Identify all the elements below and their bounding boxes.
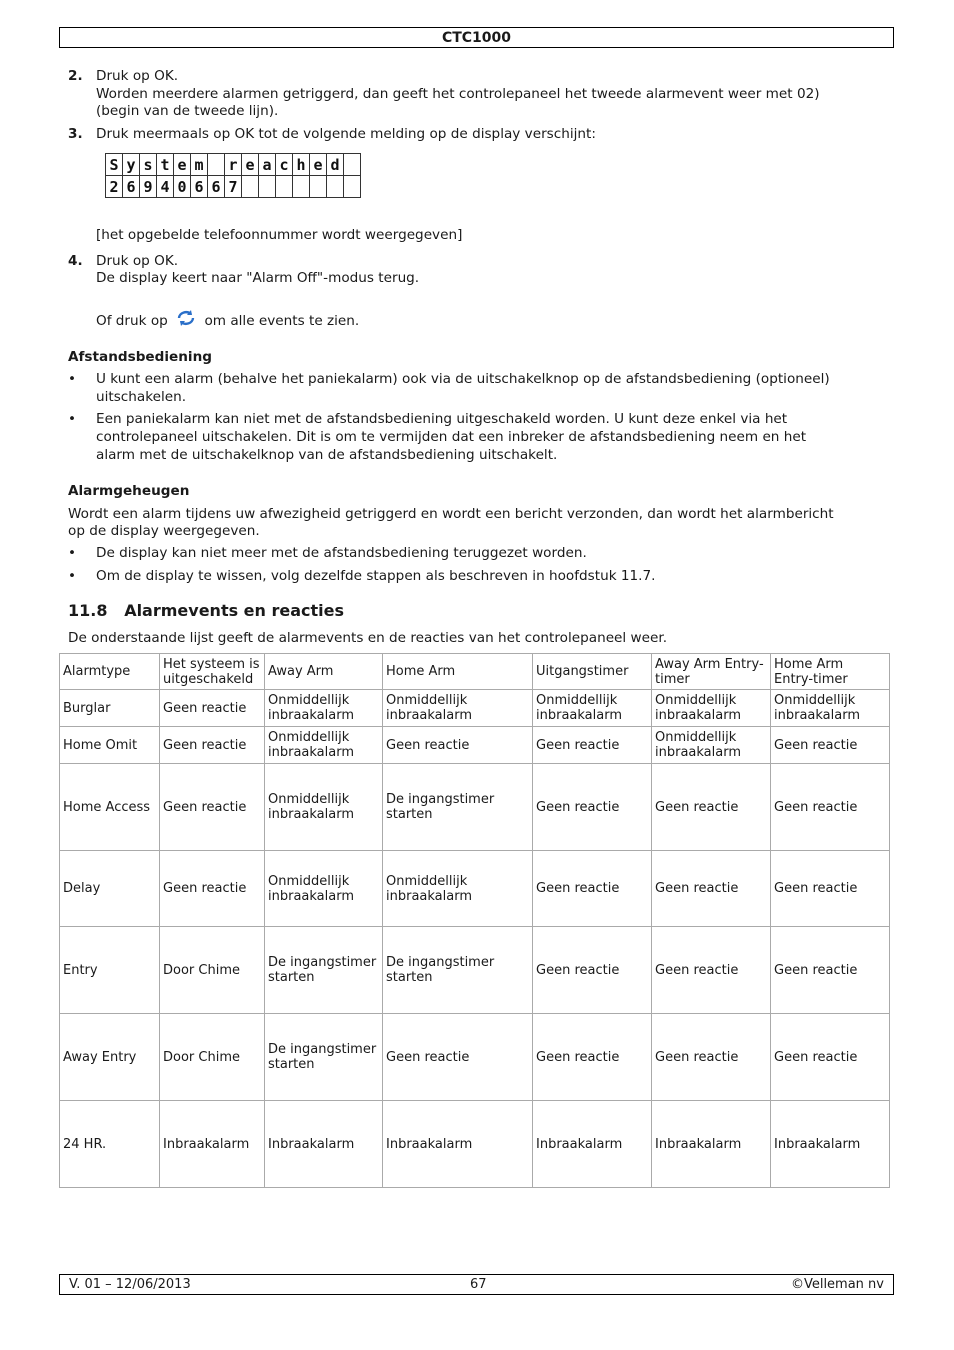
lcd-cell [310,176,327,198]
step-2-line1: Druk op OK. [96,68,179,84]
afstand-bullet2-line1: Een paniekalarm kan niet met de afstandsbediening uitgeschakeld worden. U kunt deze enkel via het [96,411,788,427]
geheugen-bullet1: De display kan niet meer met de afstandsbediening teruggezet worden. [96,545,587,561]
page-footer [59,1274,894,1295]
table-cell: De ingangstimer starten [265,1014,383,1101]
table-cell: Onmiddellijk inbraakalarm [265,851,383,927]
table-cell: Geen reactie [771,851,890,927]
table-row [60,690,890,727]
table-cell: Door Chime [160,927,265,1014]
table-header-cell: Home Arm Entry-timer [771,654,890,690]
table-cell: Onmiddellijk inbraakalarm [265,727,383,764]
bullet-marker: • [68,545,77,561]
lcd-cell: d [327,154,344,176]
lcd-cell: r [225,154,242,176]
lcd-cell: t [157,154,174,176]
table-cell: Onmiddellijk inbraakalarm [652,727,771,764]
table-cell: Geen reactie [160,851,265,927]
table-cell: Geen reactie [771,727,890,764]
or-text-before: Of druk op [96,313,168,329]
step-2-line2: Worden meerdere alarmen getriggerd, dan geeft het controlepaneel het tweede alarmevent weer met 02) [96,86,820,102]
or-text-after: om alle events te zien. [204,313,360,329]
lcd-cell: c [276,154,293,176]
table-cell: Geen reactie [652,927,771,1014]
table-header-row [60,654,890,690]
table-cell: Entry [60,927,160,1014]
table-row [60,1014,890,1101]
lcd-cell: y [123,154,140,176]
table-cell: Geen reactie [533,727,652,764]
table-cell: Delay [60,851,160,927]
table-cell: Geen reactie [533,764,652,851]
lcd-cell: 6 [123,176,140,198]
table-row [60,1101,890,1188]
table-cell: Geen reactie [652,764,771,851]
table-row [60,851,890,927]
afstand-bullet1-line2: uitschakelen. [96,389,187,405]
bullet-marker: • [68,371,77,387]
table-cell: Home Omit [60,727,160,764]
lcd-cell: a [259,154,276,176]
table-cell: Onmiddellijk inbraakalarm [771,690,890,727]
lcd-cell [344,176,361,198]
lcd-cell: h [293,154,310,176]
table-cell: Inbraakalarm [160,1101,265,1188]
table-cell: Onmiddellijk inbraakalarm [533,690,652,727]
footer-copyright: ©Velleman nv [790,1277,884,1292]
section-intro: De onderstaande lijst geeft de alarmevents en de reacties van het controlepaneel weer. [68,630,668,646]
bullet-marker: • [68,568,77,584]
table-cell: Onmiddellijk inbraakalarm [265,764,383,851]
table-cell: De ingangstimer starten [383,764,533,851]
table-cell: Onmiddellijk inbraakalarm [383,851,533,927]
table-cell: De ingangstimer starten [383,927,533,1014]
table-row [60,727,890,764]
lcd-cell: S [106,154,123,176]
table-cell: Geen reactie [533,927,652,1014]
table-row [60,764,890,851]
lcd-cell: s [140,154,157,176]
lcd-cell: e [174,154,191,176]
table-cell: Burglar [60,690,160,727]
table-cell: Geen reactie [160,764,265,851]
table-cell: 24 HR. [60,1101,160,1188]
table-header-cell: Home Arm [383,654,533,690]
table-cell: Geen reactie [533,851,652,927]
table-cell: Inbraakalarm [652,1101,771,1188]
table-cell: Geen reactie [383,1014,533,1101]
table-cell: Onmiddellijk inbraakalarm [265,690,383,727]
table-cell: Inbraakalarm [533,1101,652,1188]
lcd-cell [293,176,310,198]
lcd-cell: 4 [157,176,174,198]
lcd-cell [259,176,276,198]
afstand-bullet1-line1: U kunt een alarm (behalve het paniekalarm) ook via de uitschakelknop op de afstandsbediening (optioneel) [96,371,830,387]
table-cell: Away Entry [60,1014,160,1101]
geheugen-para-line2: op de display weergegeven. [68,523,260,539]
heading-alarmgeheugen: Alarmgeheugen [68,483,190,499]
footer-version: V. 01 – 12/06/2013 [69,1277,191,1292]
lcd-caption: [het opgebelde telefoonnummer wordt weergegeven] [96,227,463,243]
lcd-cell: e [242,154,259,176]
step-4-line1: Druk op OK. [96,253,179,269]
refresh-icon [176,309,196,332]
table-cell: Geen reactie [160,690,265,727]
lcd-cell: e [310,154,327,176]
table-cell: De ingangstimer starten [265,927,383,1014]
step-4-or-line [96,309,359,332]
footer-page-number: 67 [470,1277,487,1292]
section-title: 11.8 Alarmevents en reacties [68,601,345,620]
lcd-cell [242,176,259,198]
lcd-cell [208,154,225,176]
table-header-cell: Away Arm Entry-timer [652,654,771,690]
heading-afstandsbediening: Afstandsbediening [68,349,213,365]
lcd-cell [276,176,293,198]
lcd-cell: 6 [208,176,225,198]
table-cell: Geen reactie [771,1014,890,1101]
lcd-cell: 9 [140,176,157,198]
table-header-cell: Uitgangstimer [533,654,652,690]
table-cell: Geen reactie [771,927,890,1014]
lcd-cell: 2 [106,176,123,198]
table-cell: Geen reactie [383,727,533,764]
table-cell: Onmiddellijk inbraakalarm [652,690,771,727]
table-cell: Door Chime [160,1014,265,1101]
table-cell: Geen reactie [652,851,771,927]
step-2-line3: (begin van de tweede lijn). [96,103,279,119]
lcd-display [105,153,361,198]
lcd-cell [327,176,344,198]
table-row [60,927,890,1014]
geheugen-bullet2: Om de display te wissen, volg dezelfde stappen als beschreven in hoofdstuk 11.7. [96,568,656,584]
table-cell: Geen reactie [160,727,265,764]
bullet-marker: • [68,411,77,427]
page-header: CTC1000 [59,27,894,48]
table-cell: Geen reactie [771,764,890,851]
step-4-line2: De display keert naar "Alarm Off"-modus terug. [96,270,420,286]
afstand-bullet2-line2: controlepaneel uitschakelen. Dit is om te vermijden dat een inbreker de afstandsbediening neem en het [96,429,807,445]
table-cell: Inbraakalarm [265,1101,383,1188]
step-number: 2. [68,68,83,84]
step-3-line1: Druk meermaals op OK tot de volgende melding op de display verschijnt: [96,126,596,142]
table-cell: Geen reactie [533,1014,652,1101]
lcd-cell: 0 [174,176,191,198]
step-number: 3. [68,126,83,142]
afstand-bullet2-line3: alarm met de uitschakelknop van de afstandsbediening uitschakelt. [96,447,558,463]
geheugen-para-line1: Wordt een alarm tijdens uw afwezigheid getriggerd en wordt een bericht verzonden, dan wordt het alarmbericht [68,506,834,522]
lcd-cell: m [191,154,208,176]
table-header-cell: Alarmtype [60,654,160,690]
table-header-cell: Away Arm [265,654,383,690]
table-cell: Inbraakalarm [771,1101,890,1188]
table-cell: Inbraakalarm [383,1101,533,1188]
lcd-cell [344,154,361,176]
table-cell: Geen reactie [652,1014,771,1101]
lcd-cell: 6 [191,176,208,198]
alarm-events-table [59,653,890,1188]
table-header-cell: Het systeem is uitgeschakeld [160,654,265,690]
lcd-cell: 7 [225,176,242,198]
step-number: 4. [68,253,83,269]
table-cell: Onmiddellijk inbraakalarm [383,690,533,727]
table-cell: Home Access [60,764,160,851]
